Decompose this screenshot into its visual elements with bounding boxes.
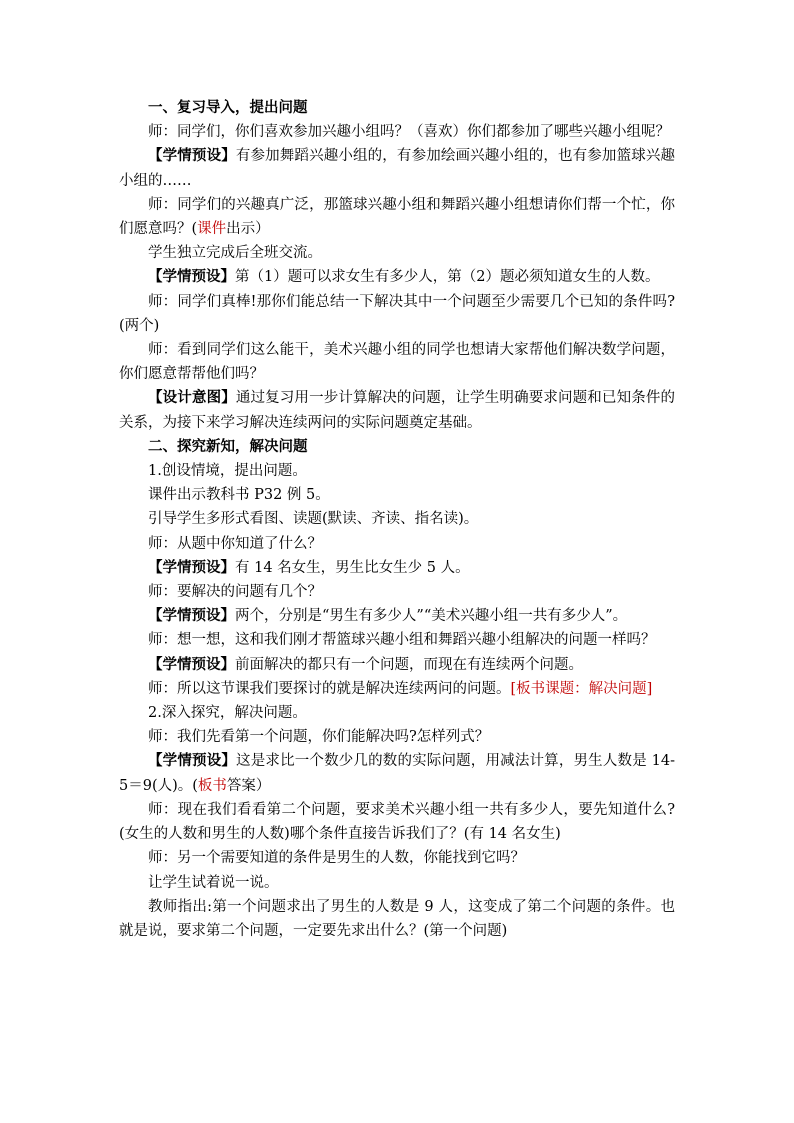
paragraph: 【学情预设】有 14 名女生，男生比女生少 5 人。 [148, 558, 470, 576]
paragraph: 学生独立完成后全班交流。 [148, 245, 322, 262]
preset-label: 【学情预设】 [148, 558, 235, 576]
paragraph: 【学情预设】第（1）题可以求女生有多少人，第（2）题必须知道女生的人数。 [148, 268, 660, 286]
preset-label: 【学情预设】 [148, 655, 235, 673]
paragraph: 师：我们先看第一个问题，你们能解决吗?怎样列式？ [148, 729, 490, 746]
courseware-mark: 课件 [197, 221, 227, 238]
paragraph: 2.深入探究，解决问题。 [148, 705, 307, 722]
paragraph: 教师指出:第一个问题求出了男生的人数是 9 人，这变成了第二个问题的条件。也就是说，要求第二个问题，一定要先求出什么？(第一个问题) [119, 898, 675, 939]
paragraph: 师：从题中你知道了什么？ [148, 535, 322, 552]
paragraph: 师：要解决的问题有几个？ [148, 584, 322, 601]
paragraph: 1.创设情境，提出问题。 [148, 463, 307, 480]
paragraph: 【设计意图】通过复习用一步计算解决的问题，让学生明确要求问题和已知条件的关系，为接下来学习解决连续两问的实际问题奠定基础。 [119, 389, 675, 431]
paragraph: 师：同学们真棒!那你们能总结一下解决其中一个问题至少需要几个已知的条件吗?(两个) [119, 293, 675, 334]
paragraph: 师：同学们的兴趣真广泛，那篮球兴趣小组和舞蹈兴趣小组想请你们帮一个忙，你们愿意吗？(课件出示） [119, 196, 675, 238]
board-title-mark: [板书课题：解决问题] [510, 680, 653, 697]
paragraph: 师：所以这节课我们要探讨的就是解决连续两问的问题。[板书课题：解决问题] [148, 680, 653, 697]
document-page [119, 96, 675, 943]
paragraph: 师：现在我们看看第二个问题，要求美术兴趣小组一共有多少人，要先知道什么?(女生的人数和男生的人数)哪个条件直接告诉我们了？(有 14 名女生) [119, 801, 675, 843]
paragraph: 引导学生多形式看图、读题(默读、齐读、指名读)。 [148, 511, 479, 528]
paragraph: 【学情预设】这是求比一个数少几的数的实际问题，用减法计算，男生人数是 14-5＝9(人)。(板书答案） [119, 752, 676, 794]
section-heading: 二、探究新知，解决问题 [148, 437, 308, 455]
board-mark: 板书 [197, 777, 227, 794]
paragraph: 【学情预设】有参加舞蹈兴趣小组的，有参加绘画兴趣小组的，也有参加篮球兴趣小组的…… [119, 147, 675, 189]
section-heading: 一、复习导入，提出问题 [148, 99, 308, 116]
paragraph: 师：想一想，这和我们刚才帮篮球兴趣小组和舞蹈兴趣小组解决的问题一样吗？ [148, 632, 656, 649]
paragraph: 师：看到同学们这么能干，美术兴趣小组的同学也想请大家帮他们解决数学问题，你们愿意帮帮他们吗？ [119, 342, 675, 383]
preset-label: 【学情预设】 [148, 752, 237, 770]
paragraph: 【学情预设】前面解决的都只有一个问题，而现在有连续两个问题。 [148, 655, 583, 673]
paragraph: 师：同学们，你们喜欢参加兴趣小组吗？（喜欢）你们都参加了哪些兴趣小组呢？ [148, 124, 670, 141]
preset-label: 【学情预设】 [148, 607, 235, 625]
paragraph: 让学生试着说一说。 [148, 874, 279, 891]
paragraph: 【学情预设】两个，分别是“男生有多少人”“美术兴趣小组一共有多少人”。 [148, 607, 628, 625]
design-intent-label: 【设计意图】 [148, 389, 236, 407]
paragraph: 课件出示教科书 P32 例 5。 [148, 487, 330, 504]
preset-label: 【学情预设】 [148, 268, 235, 286]
preset-label: 【学情预设】 [148, 147, 236, 165]
paragraph: 师：另一个需要知道的条件是男生的人数，你能找到它吗？ [148, 850, 525, 867]
